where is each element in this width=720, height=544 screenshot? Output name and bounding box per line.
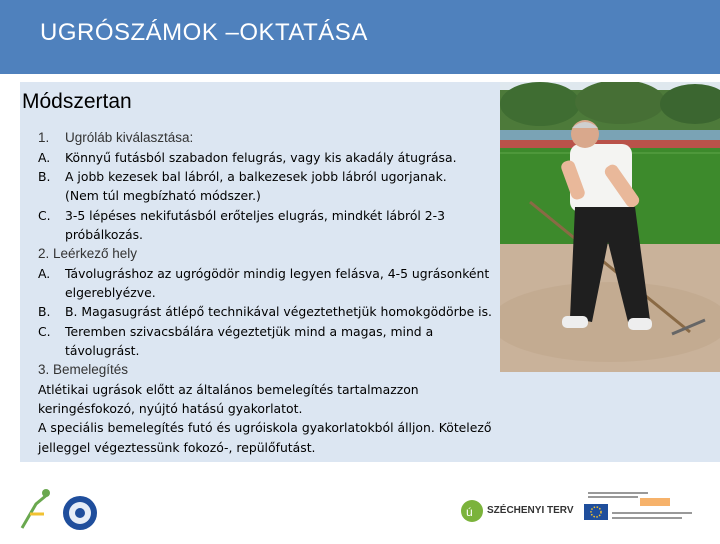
list-marker: C. bbox=[38, 207, 51, 223]
list-item bbox=[38, 167, 528, 186]
university-seal-icon bbox=[63, 496, 97, 530]
list-item-text: Teremben szivacsbálára végeztetjük mind a magas, mind a bbox=[65, 323, 434, 339]
szechenyi-logo-icon bbox=[461, 500, 483, 522]
list-marker: A. bbox=[38, 150, 51, 165]
list-item-text: B. Magasugrást átlépő technikával végeztethetjük homokgödörbe is. bbox=[65, 304, 492, 320]
slide-title: UGRÓSZÁMOK –OKTATÁSA bbox=[40, 19, 368, 46]
heading-text: 3. Bemelegítés bbox=[38, 362, 129, 378]
list-item-continuation: elgereblyézve. bbox=[65, 285, 156, 301]
list-item bbox=[38, 302, 528, 321]
numbered-heading bbox=[38, 128, 528, 148]
content-panel bbox=[20, 82, 720, 462]
list-item-continuation: próbálkozás. bbox=[65, 226, 143, 242]
list-marker: B. bbox=[38, 169, 51, 185]
szechenyi-terv-label: SZÉCHENYI TERV bbox=[487, 505, 574, 516]
list-item-continuation: távolugrást. bbox=[65, 342, 140, 358]
list-item-text: 3-5 lépéses nekifutásból erőteljes elugrás, mindkét lábról 2-3 bbox=[65, 207, 446, 223]
list-item-text: Távolugráshoz az ugrógödör mindig legyen felásva, 4-5 ugrásonként bbox=[65, 266, 490, 282]
list-marker: B. bbox=[38, 304, 51, 320]
list-marker: A. bbox=[38, 266, 51, 282]
section-title: Módszertan bbox=[22, 90, 132, 113]
slide-header bbox=[0, 0, 720, 74]
runner-logo-icon bbox=[22, 489, 50, 528]
text-block bbox=[38, 128, 528, 457]
heading-text: Ugróláb kiválasztása: bbox=[65, 130, 194, 145]
svg-text:ú: ú bbox=[466, 505, 473, 519]
list-item bbox=[38, 264, 528, 283]
photo-man-raking-sand bbox=[500, 82, 720, 372]
subsection-heading bbox=[38, 244, 528, 264]
paragraph-line: Atlétikai ugrások előtt az általános bemelegítés tartalmazzon bbox=[38, 382, 419, 398]
eu-logo-icon bbox=[584, 492, 692, 520]
list-item-text: Könnyű futásból szabadon felugrás, vagy kis akadály átugrása. bbox=[65, 150, 457, 165]
list-item bbox=[38, 148, 528, 167]
footer-logos bbox=[0, 484, 720, 540]
subsection-heading bbox=[38, 360, 528, 380]
heading-text: 2. Leérkező hely bbox=[38, 246, 138, 262]
paragraph-line: keringésfokozó, nyújtó hatású gyakorlatot. bbox=[38, 401, 303, 417]
list-item bbox=[38, 206, 528, 225]
footer-logos-graphic bbox=[0, 484, 720, 540]
photo-illustration bbox=[500, 82, 720, 372]
list-item-text: A jobb kezesek bal lábról, a balkezesek jobb lábról ugorjanak. bbox=[65, 169, 447, 185]
list-marker: C. bbox=[38, 323, 51, 339]
paragraph-line: A speciális bemelegítés futó és ugróiskola gyakorlatokból álljon. Kötelező bbox=[38, 420, 492, 436]
list-item-continuation: (Nem túl megbízható módszer.) bbox=[65, 188, 261, 204]
paragraph-line: jelleggel végeztessünk fokozó-, repülőfutást. bbox=[38, 439, 316, 455]
list-item bbox=[38, 322, 528, 341]
list-marker: 1. bbox=[38, 130, 50, 145]
